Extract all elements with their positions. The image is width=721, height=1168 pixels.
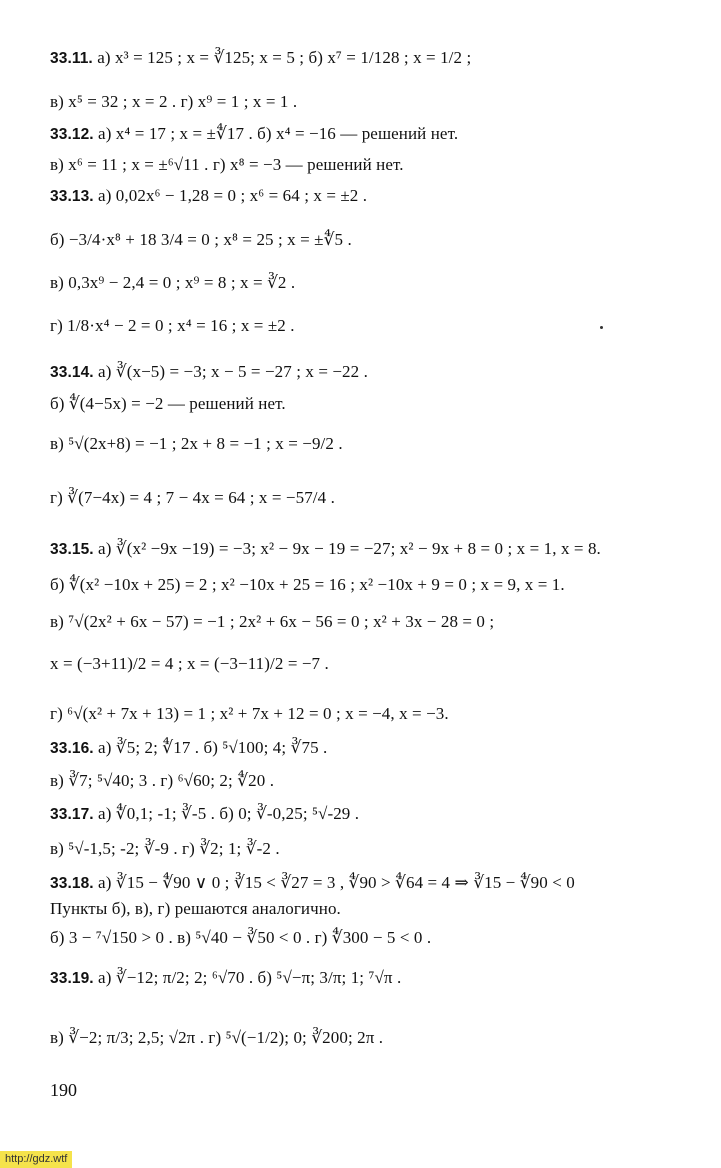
line-2: в) x⁵ = 32 ; x = 2 . г) x⁹ = 1 ; x = 1 . [50, 92, 298, 111]
line-12: г) ∛(7−4x) = 4 ; 7 − 4x = 64 ; x = −57/4 . [50, 488, 335, 507]
line-26: в) ∛−2; π/3; 2,5; √2π . г) ⁵√(−1/2); 0; ∛200; 2π . [50, 1028, 384, 1047]
line-22: 33.18. а) ∛15 − ∜90 ∨ 0 ; ∛15 < ∛27 = 3 , ∜90 > ∜64 = 4 ⇒ ∛15 − ∜90 < 0 [50, 873, 575, 892]
line-21: в) ⁵√-1,5; -2; ∛-9 . г) ∛2; 1; ∛-2 . [50, 839, 280, 858]
line-9: 33.14. а) ∛(x−5) = −3; x − 5 = −27 ; x = −22 . [50, 362, 368, 381]
speck-mark [600, 326, 603, 329]
line-8: г) 1/8·x⁴ − 2 = 0 ; x⁴ = 16 ; x = ±2 . [50, 316, 295, 335]
line-14: б) ∜(x² −10x + 25) = 2 ; x² −10x + 25 = 16 ; x² −10x + 9 = 0 ; x = 9, x = 1. [50, 575, 565, 594]
line-10: б) ∜(4−5x) = −2 — решений нет. [50, 394, 286, 413]
line-16: x = (−3+11)/2 = 4 ; x = (−3−11)/2 = −7 . [50, 654, 329, 673]
line-6: б) −3/4·x⁸ + 18 3/4 = 0 ; x⁸ = 25 ; x = ±∜5 . [50, 230, 352, 249]
line-25: 33.19. а) ∛−12; π/2; 2; ⁶√70 . б) ⁵√−π; 3/π; 1; ⁷√π . [50, 968, 402, 987]
line-11: в) ⁵√(2x+8) = −1 ; 2x + 8 = −1 ; x = −9/2 . [50, 434, 343, 453]
line-20: 33.17. а) ∜0,1; -1; ∛-5 . б) 0; ∛-0,25; ⁵√-29 . [50, 804, 360, 823]
line-17: г) ⁶√(x² + 7x + 13) = 1 ; x² + 7x + 12 = 0 ; x = −4, x = −3. [50, 704, 449, 723]
line-23: Пункты б), в), г) решаются аналогично. [50, 899, 341, 918]
line-7: в) 0,3x⁹ − 2,4 = 0 ; x⁹ = 8 ; x = ∛2 . [50, 273, 296, 292]
line-1: 33.11. а) x³ = 125 ; x = ∛125; x = 5 ; б) x⁷ = 1/128 ; x = 1/2 ; [50, 48, 472, 67]
line-15: в) ⁷√(2x² + 6x − 57) = −1 ; 2x² + 6x − 56 = 0 ; x² + 3x − 28 = 0 ; [50, 612, 495, 631]
line-5: 33.13. а) 0,02x⁶ − 1,28 = 0 ; x⁶ = 64 ; x = ±2 . [50, 186, 368, 205]
line-4: в) x⁶ = 11 ; x = ±⁶√11 . г) x⁸ = −3 — решений нет. [50, 155, 404, 174]
footer-watermark: http://gdz.wtf [0, 1151, 72, 1168]
line-18: 33.16. а) ∛5; 2; ∜17 . б) ⁵√100; 4; ∛75 . [50, 738, 328, 757]
line-13: 33.15. а) ∛(x² −9x −19) = −3; x² − 9x − 19 = −27; x² − 9x + 8 = 0 ; x = 1, x = 8. [50, 539, 601, 558]
line-24: б) 3 − ⁷√150 > 0 . в) ⁵√40 − ∛50 < 0 . г) ∜300 − 5 < 0 . [50, 928, 432, 947]
line-3: 33.12. а) x⁴ = 17 ; x = ±∜17 . б) x⁴ = −16 — решений нет. [50, 124, 459, 143]
line-19: в) ∛7; ⁵√40; 3 . г) ⁶√60; 2; ∜20 . [50, 771, 275, 790]
page-number: 190 [50, 1080, 77, 1100]
